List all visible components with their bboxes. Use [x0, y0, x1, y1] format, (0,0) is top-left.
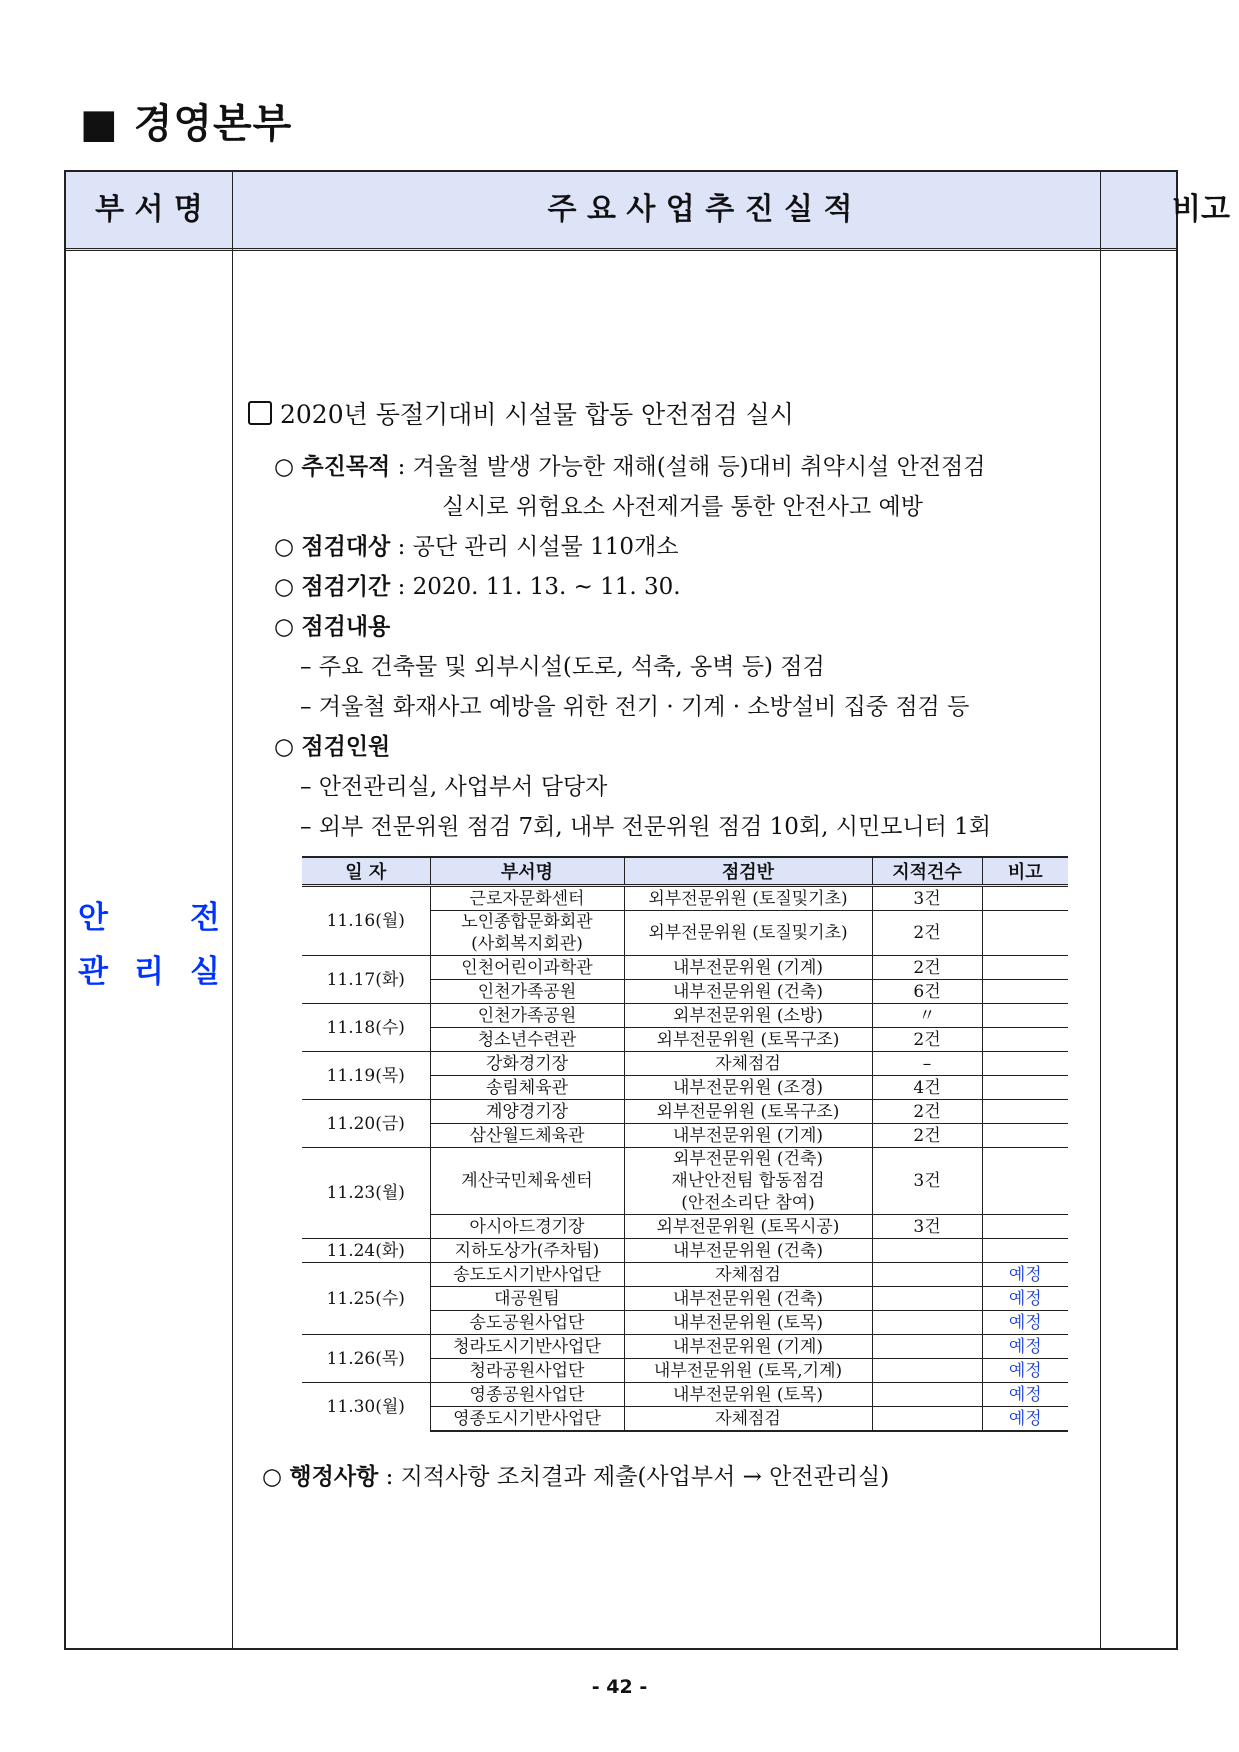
table-cell-note: 예정	[982, 1311, 1068, 1335]
table-cell-team: 자체점검	[624, 1052, 872, 1076]
table-cell-dept: 청라도시기반사업단	[430, 1335, 624, 1359]
purpose-label: 추진목적	[301, 454, 391, 480]
col-header: 부서명	[430, 857, 624, 886]
table-cell-dept: 근로자문화센터	[430, 886, 624, 911]
table-cell-count	[872, 1287, 982, 1311]
table-row	[302, 1148, 1068, 1215]
table-cell-note	[982, 980, 1068, 1004]
table-cell-count: 2건	[872, 1028, 982, 1052]
table-cell-dept: 청라공원사업단	[430, 1359, 624, 1383]
table-cell-dept: 청소년수련관	[430, 1028, 624, 1052]
table-cell-date: 11.23(월)	[302, 1148, 430, 1239]
table-cell-note: 예정	[982, 1383, 1068, 1407]
table-cell-note: 예정	[982, 1263, 1068, 1287]
purpose-line	[274, 448, 985, 481]
table-cell-note: 예정	[982, 1335, 1068, 1359]
col-header: 점검반	[624, 857, 872, 886]
table-cell-dept: 강화경기장	[430, 1052, 624, 1076]
table-row	[302, 1239, 1068, 1263]
table-cell-count: 2건	[872, 1124, 982, 1148]
table-cell-count	[872, 1263, 982, 1287]
col-header: 지적건수	[872, 857, 982, 886]
table-cell-team: 외부전문위원 (토질및기초)	[624, 886, 872, 911]
staff-item: – 안전관리실, 사업부서 담당자	[300, 774, 608, 800]
dept-char: 리	[134, 954, 164, 990]
table-cell-dept: 영종공원사업단	[430, 1383, 624, 1407]
table-cell-team: 내부전문위원 (건축)	[624, 1287, 872, 1311]
table-cell-team: 외부전문위원 (토목시공)	[624, 1215, 872, 1239]
column-divider	[1100, 172, 1101, 1648]
table-cell-count: 3건	[872, 886, 982, 911]
table-cell-note	[982, 1052, 1068, 1076]
table-row	[302, 1383, 1068, 1407]
table-cell-team: 내부전문위원 (토목)	[624, 1311, 872, 1335]
table-cell-note	[982, 886, 1068, 911]
inspection-table-header	[302, 857, 1068, 886]
table-cell-note	[982, 1004, 1068, 1028]
col-header: 비고	[982, 857, 1068, 886]
department-name	[66, 892, 232, 1000]
content-label: 점검내용	[301, 614, 391, 640]
table-cell-count: 4건	[872, 1076, 982, 1100]
table-cell-team: 내부전문위원 (기계)	[624, 1335, 872, 1359]
circle-bullet-icon: ○	[274, 534, 302, 560]
table-row	[302, 886, 1068, 911]
admin-label: 행정사항	[289, 1464, 379, 1490]
table-cell-date: 11.26(목)	[302, 1335, 430, 1383]
table-row	[302, 1335, 1068, 1359]
table-cell-date: 11.25(수)	[302, 1263, 430, 1335]
table-cell-date: 11.19(목)	[302, 1052, 430, 1100]
target-text: : 공단 관리 시설물 110개소	[390, 534, 679, 560]
table-cell-team: 내부전문위원 (조경)	[624, 1076, 872, 1100]
table-cell-note	[982, 956, 1068, 980]
table-cell-team: 외부전문위원 (토질및기초)	[624, 911, 872, 956]
purpose-text: : 겨울철 발생 가능한 재해(설해 등)대비 취약시설 안전점검	[390, 454, 986, 480]
table-cell-team: 내부전문위원 (건축)	[624, 980, 872, 1004]
col-header: 일 자	[302, 857, 430, 886]
dept-char: 실	[190, 954, 220, 990]
content-item: – 주요 건축물 및 외부시설(도로, 석축, 옹벽 등) 점검	[300, 654, 825, 680]
period-text: : 2020. 11. 13. ~ 11. 30.	[390, 574, 681, 600]
table-cell-count	[872, 1335, 982, 1359]
table-cell-dept: 인천가족공원	[430, 1004, 624, 1028]
table-cell-count: 2건	[872, 911, 982, 956]
period-line	[274, 568, 681, 601]
table-cell-count: 〃	[872, 1004, 982, 1028]
table-cell-count: 2건	[872, 1100, 982, 1124]
table-cell-dept: 지하도상가(주차팀)	[430, 1239, 624, 1263]
table-cell-count	[872, 1239, 982, 1263]
table-cell-team: 내부전문위원 (기계)	[624, 956, 872, 980]
table-cell-dept: 인천가족공원	[430, 980, 624, 1004]
table-cell-dept: 대공원팀	[430, 1287, 624, 1311]
dept-char: 안	[78, 900, 108, 936]
table-cell-note	[982, 1100, 1068, 1124]
table-cell-count: 6건	[872, 980, 982, 1004]
staff-line	[274, 728, 390, 761]
table-cell-note: 예정	[982, 1359, 1068, 1383]
table-cell-count	[872, 1359, 982, 1383]
table-cell-date: 11.30(월)	[302, 1383, 430, 1432]
table-cell-date: 11.18(수)	[302, 1004, 430, 1052]
table-cell-note: 예정	[982, 1287, 1068, 1311]
inspection-table-body	[302, 886, 1068, 1432]
circle-bullet-icon: ○	[274, 454, 302, 480]
table-cell-count	[872, 1311, 982, 1335]
dept-char: 전	[190, 900, 220, 936]
header-note: 비고	[1172, 192, 1230, 227]
table-cell-team: 자체점검	[624, 1407, 872, 1432]
table-cell-team: 내부전문위원 (토목,기계)	[624, 1359, 872, 1383]
table-cell-note	[982, 1239, 1068, 1263]
table-row	[302, 956, 1068, 980]
table-row	[302, 1263, 1068, 1287]
table-cell-dept: 계산국민체육센터	[430, 1148, 624, 1215]
table-row	[302, 1004, 1068, 1028]
table-cell-count: –	[872, 1052, 982, 1076]
table-cell-note	[982, 1028, 1068, 1052]
table-cell-date: 11.24(화)	[302, 1239, 430, 1263]
table-cell-note	[982, 1215, 1068, 1239]
table-cell-dept: 인천어린이과학관	[430, 956, 624, 980]
table-cell-team: 외부전문위원 (토목구조)	[624, 1028, 872, 1052]
table-row	[302, 1052, 1068, 1076]
header-dept: 부 서 명	[95, 192, 203, 227]
table-cell-date: 11.20(금)	[302, 1100, 430, 1148]
section-title: ■ 경영본부	[80, 101, 293, 147]
target-line	[274, 528, 678, 561]
table-cell-note: 예정	[982, 1407, 1068, 1432]
table-cell-note	[982, 1148, 1068, 1215]
table-cell-note	[982, 911, 1068, 956]
dept-char: 관	[78, 954, 108, 990]
project-title-line	[248, 395, 794, 431]
table-cell-dept: 삼산월드체육관	[430, 1124, 624, 1148]
target-label: 점검대상	[301, 534, 391, 560]
circle-bullet-icon: ○	[274, 734, 302, 760]
table-cell-dept: 아시아드경기장	[430, 1215, 624, 1239]
table-row	[302, 1100, 1068, 1124]
checkbox-square-icon	[248, 401, 272, 425]
table-cell-dept: 송림체육관	[430, 1076, 624, 1100]
staff-item: – 외부 전문위원 점검 7회, 내부 전문위원 점검 10회, 시민모니터 1회	[300, 814, 991, 840]
inspection-table	[302, 856, 1068, 1432]
table-cell-count	[872, 1383, 982, 1407]
circle-bullet-icon: ○	[274, 614, 302, 640]
table-cell-dept: 영종도시기반사업단	[430, 1407, 624, 1432]
table-cell-date: 11.17(화)	[302, 956, 430, 1004]
purpose-text-cont: 실시로 위험요소 사전제거를 통한 안전사고 예방	[442, 494, 923, 520]
table-cell-team: 자체점검	[624, 1263, 872, 1287]
table-cell-count: 2건	[872, 956, 982, 980]
table-cell-team: 외부전문위원 (토목구조)	[624, 1100, 872, 1124]
table-cell-count: 3건	[872, 1215, 982, 1239]
content-item: – 겨울철 화재사고 예방을 위한 전기 · 기계 · 소방설비 집중 점검 등	[300, 694, 970, 720]
period-label: 점검기간	[301, 574, 391, 600]
header-main: 주 요 사 업 추 진 실 적	[547, 192, 853, 227]
column-divider	[232, 172, 233, 1648]
table-cell-team: 내부전문위원 (기계)	[624, 1124, 872, 1148]
table-cell-dept: 노인종합문화회관 (사회복지회관)	[430, 911, 624, 956]
table-cell-dept: 계양경기장	[430, 1100, 624, 1124]
table-cell-note	[982, 1124, 1068, 1148]
staff-label: 점검인원	[301, 734, 391, 760]
table-cell-dept: 송도공원사업단	[430, 1311, 624, 1335]
page-number: - 42 -	[591, 1676, 648, 1698]
table-cell-team: 내부전문위원 (토목)	[624, 1383, 872, 1407]
table-cell-team: 내부전문위원 (건축)	[624, 1239, 872, 1263]
content-line	[274, 608, 390, 641]
circle-bullet-icon: ○	[274, 574, 302, 600]
table-cell-team: 외부전문위원 (건축) 재난안전팀 합동점검 (안전소리단 참여)	[624, 1148, 872, 1215]
table-cell-count: 3건	[872, 1148, 982, 1215]
table-cell-count	[872, 1407, 982, 1432]
admin-line	[262, 1458, 889, 1491]
project-title: 2020년 동절기대비 시설물 합동 안전점검 실시	[280, 400, 794, 429]
admin-text: : 지적사항 조치결과 제출(사업부서 → 안전관리실)	[378, 1464, 890, 1490]
table-cell-dept: 송도도시기반사업단	[430, 1263, 624, 1287]
table-cell-date: 11.16(월)	[302, 886, 430, 956]
table-cell-note	[982, 1076, 1068, 1100]
circle-bullet-icon: ○	[262, 1464, 290, 1490]
table-cell-team: 외부전문위원 (소방)	[624, 1004, 872, 1028]
